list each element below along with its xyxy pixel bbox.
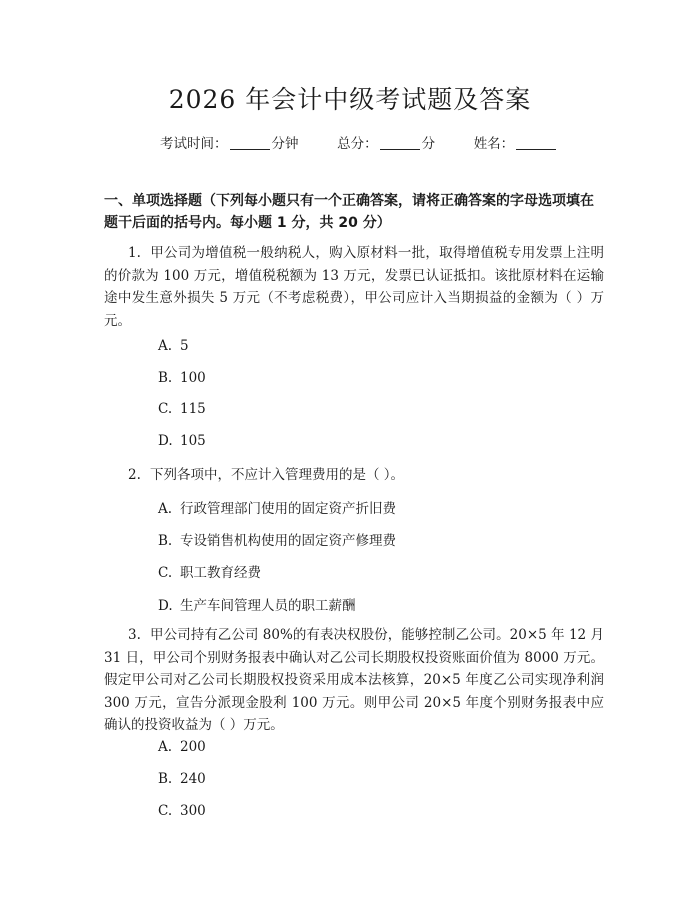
option-letter: D. [158, 433, 173, 449]
question-1 [104, 242, 604, 332]
option-text: 240 [180, 771, 206, 787]
time-label: 考试时间： [160, 136, 228, 152]
option-text: 105 [180, 433, 206, 449]
option-2b[interactable] [158, 529, 396, 549]
score-label: 总分： [337, 136, 378, 152]
option-text: 职工教育经费 [180, 565, 261, 581]
option-2c[interactable] [158, 561, 261, 581]
option-text: 专设销售机构使用的固定资产修理费 [180, 533, 396, 549]
option-1d[interactable] [158, 433, 206, 449]
option-1a[interactable] [158, 338, 189, 354]
option-letter: D. [158, 598, 173, 614]
time-unit: 分钟 [271, 136, 299, 152]
option-letter: A. [158, 338, 173, 354]
option-text: 300 [180, 803, 206, 819]
option-letter: C. [158, 401, 173, 417]
question-number: 2. [128, 467, 141, 483]
time-blank[interactable] [230, 135, 270, 150]
option-letter: B. [158, 533, 173, 549]
section-heading: 一、单项选择题（下列每小题只有一个正确答案，请将正确答案的字母选项填在题干后面的括号内。每小题 1 分，共 20 分） [104, 193, 594, 231]
question-text: 甲公司为增值税一般纳税人，购入原材料一批，取得增值税专用发票上注明的价款为 100 万元，增值税税额为 13 万元，发票已认证抵扣。该批原材料在运输途中发生意外损失 5 万元（不考虑税费），甲公司应计入当期损益的金额为（ ）万元。 [104, 245, 604, 329]
option-1c[interactable] [158, 401, 206, 417]
option-text: 115 [180, 401, 206, 417]
question-text: 下列各项中，不应计入管理费用的是（ ）。 [150, 467, 405, 483]
score-blank[interactable] [380, 135, 420, 150]
exam-info-line [160, 132, 558, 152]
question-number: 1. [128, 245, 141, 261]
question-2 [104, 464, 604, 487]
option-text: 100 [180, 370, 206, 386]
option-text: 生产车间管理人员的职工薪酬 [180, 598, 356, 614]
option-1b[interactable] [158, 370, 206, 386]
question-text: 甲公司持有乙公司 80%的有表决权股份，能够控制乙公司。20×5 年 12 月 31 日，甲公司个别财务报表中确认对乙公司长期股权投资账面价值为 8000 万元。假定甲公司对乙公司长期股权投资采用成本法核算，20×5 年度乙公司实现净利润 300 万元，宣告分派现金股利 100 万元。则甲公司 20×5 年度个别财务报表中应确认的投资收益为（ ）万元。 [104, 627, 604, 734]
score-unit: 分 [421, 136, 436, 152]
option-letter: A. [158, 739, 173, 755]
option-letter: A. [158, 501, 173, 517]
name-blank[interactable] [516, 135, 556, 150]
question-number: 3. [128, 627, 141, 643]
name-label: 姓名： [473, 136, 515, 152]
option-text: 行政管理部门使用的固定资产折旧费 [180, 501, 396, 517]
option-letter: C. [158, 803, 173, 819]
option-text: 5 [180, 338, 189, 354]
option-2d[interactable] [158, 594, 356, 614]
option-3c[interactable] [158, 803, 206, 819]
option-letter: C. [158, 565, 173, 581]
option-letter: B. [158, 370, 173, 386]
option-letter: B. [158, 771, 173, 787]
question-3 [104, 624, 604, 737]
option-3b[interactable] [158, 771, 206, 787]
option-text: 200 [180, 739, 206, 755]
page-title: 2026 年会计中级考试题及答案 [168, 85, 532, 114]
option-3a[interactable] [158, 739, 206, 755]
option-2a[interactable] [158, 497, 396, 517]
